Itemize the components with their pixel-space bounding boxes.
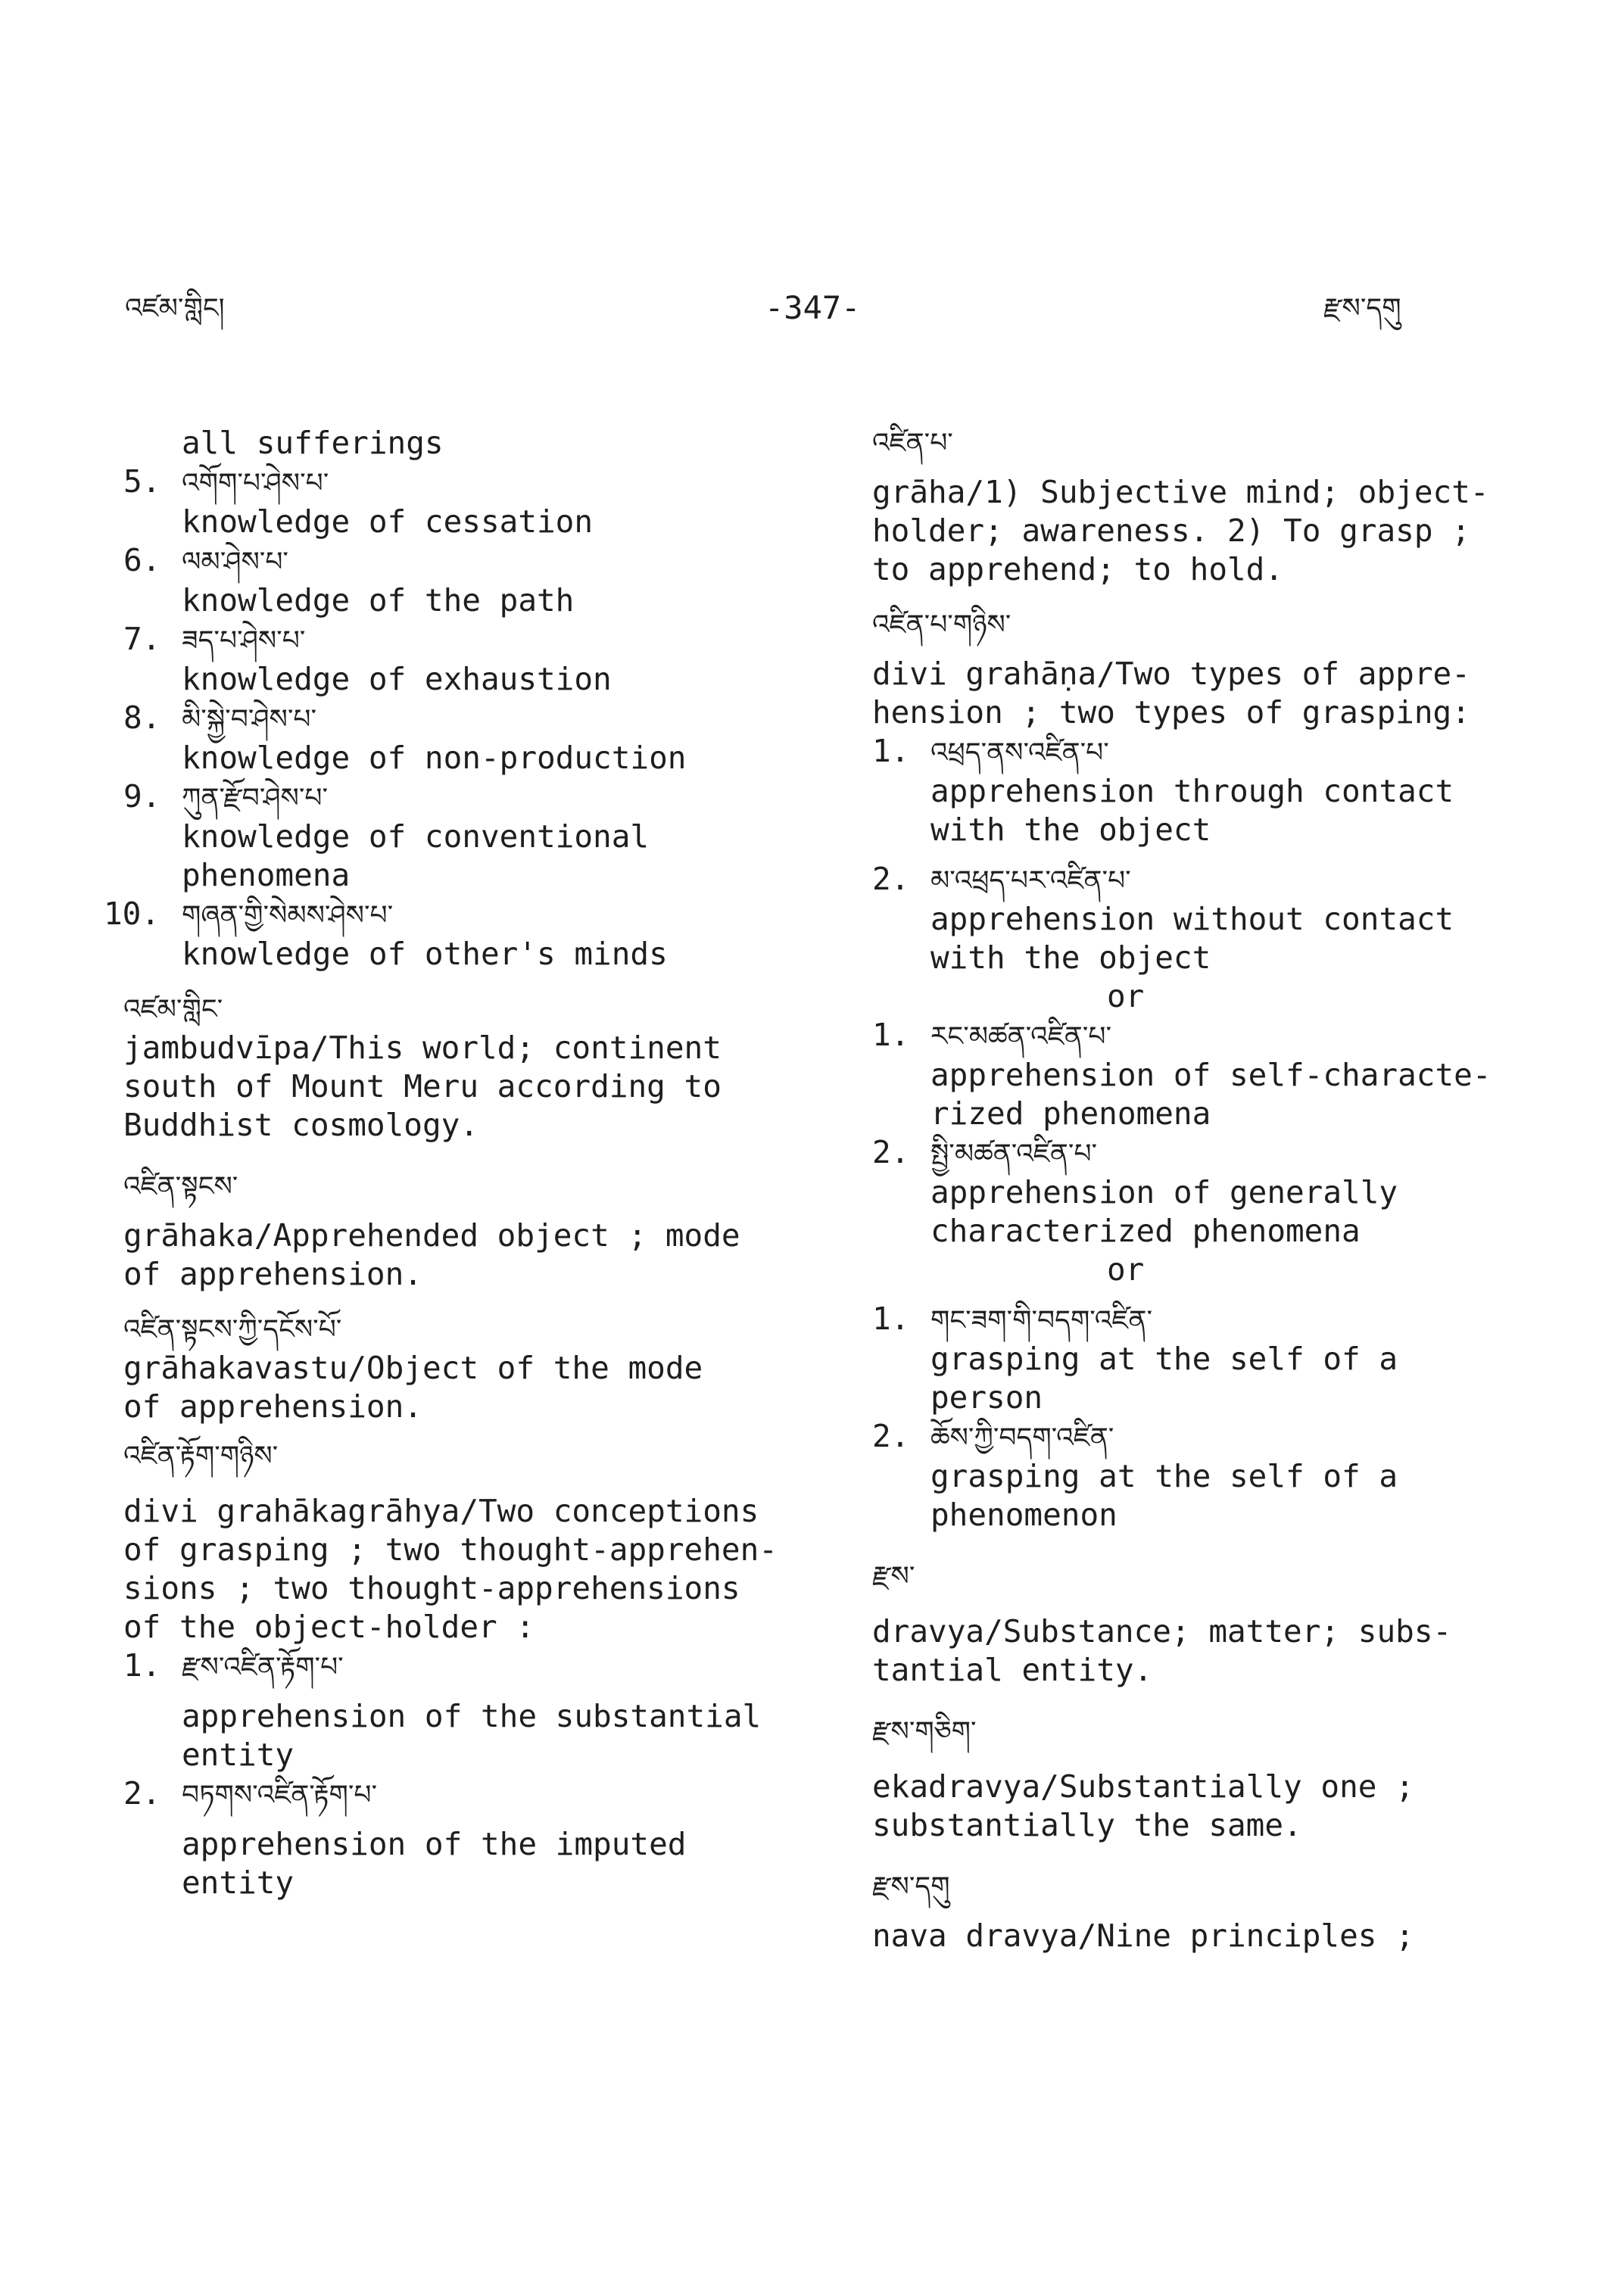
item-number: 1.	[123, 1647, 161, 1684]
tibetan-term: གང་ཟག་གི་བདག་འཛིན་	[930, 1305, 1153, 1336]
item-gloss: apprehension without contact	[930, 901, 1454, 937]
tibetan-term: མི་སྐྱེ་བ་ཤེས་པ་	[182, 704, 317, 735]
tibetan-term: འཕྲད་ནས་འཛིན་པ་	[930, 737, 1109, 768]
tibetan-term: གཞན་གྱི་སེམས་ཤེས་པ་	[182, 900, 394, 931]
continuation-line: all sufferings	[182, 425, 444, 461]
entry-headword: རྫས་གཅིག་	[872, 1716, 977, 1747]
alternative-separator: or	[1107, 978, 1145, 1014]
tibetan-term: མ་འཕྲད་པར་འཛིན་པ་	[930, 865, 1131, 896]
tibetan-term: ལམ་ཤེས་པ་	[182, 547, 288, 578]
tibetan-term: འགོག་པ་ཤེས་པ་	[182, 468, 329, 499]
entry-headword: འཛིན་སྟངས་ཀྱི་དངོས་པོ་	[123, 1314, 342, 1345]
entry-definition-line: Buddhist cosmology.	[123, 1107, 478, 1143]
entry-headword: རྫས་	[872, 1561, 915, 1592]
list-item	[872, 860, 1561, 977]
entry-definition-line: hension ; two types of grasping:	[872, 694, 1470, 731]
item-number: 1.	[872, 733, 910, 769]
tibetan-term: རང་མཚན་འཛིན་པ་	[930, 1021, 1112, 1052]
entry-headword: འཛིན་རྟོག་གཉིས་	[123, 1441, 279, 1472]
alternative-separator: or	[1107, 1251, 1145, 1288]
list-item	[872, 1016, 1561, 1133]
entry-definition-line: divi grahāṇa/Two types of appre-	[872, 656, 1470, 692]
list-item	[123, 541, 812, 620]
dictionary-entry	[872, 424, 1561, 589]
entry-definition-line: south of Mount Meru according to	[123, 1068, 722, 1104]
item-number: 8.	[123, 699, 161, 736]
item-number: 7.	[123, 621, 161, 657]
list-item	[123, 699, 812, 777]
dictionary-entry	[872, 1557, 1561, 1690]
entry-definition-line: dravya/Substance; matter; subs-	[872, 1613, 1452, 1650]
list-item	[104, 895, 812, 974]
item-gloss: phenomena	[182, 857, 351, 893]
item-gloss: person	[930, 1379, 1043, 1416]
entry-definition-line: ekadravya/Substantially one ;	[872, 1768, 1414, 1805]
entry-headword: འཛམ་གླིང་	[123, 994, 223, 1025]
entry-definition-line: grāhakavastu/Object of the mode	[123, 1350, 703, 1386]
entry-definition-line: nava dravya/Nine principles ;	[872, 1918, 1414, 1954]
entry-definition-line: divi grahākagrāhya/Two conceptions	[123, 1493, 759, 1529]
item-gloss: apprehension of self-characte-	[930, 1057, 1492, 1093]
item-gloss: grasping at the self of a	[930, 1341, 1398, 1377]
item-gloss: apprehension through contact	[930, 773, 1454, 809]
item-number: 1.	[872, 1301, 910, 1337]
running-head-right: རྫས་དགུ	[1323, 293, 1401, 324]
item-gloss: knowledge of other's minds	[182, 936, 668, 972]
entry-headword: འཛིན་པ་གཉིས་	[872, 609, 1011, 640]
item-gloss: entity	[182, 1865, 295, 1901]
item-gloss: knowledge of the path	[182, 582, 575, 618]
item-number: 9.	[123, 778, 161, 815]
item-number: 1.	[872, 1017, 910, 1053]
item-number: 2.	[872, 1134, 910, 1170]
item-gloss: apprehension of the imputed	[182, 1826, 687, 1862]
list-item	[123, 1647, 812, 1774]
entry-headword: རྫས་དགུ	[872, 1871, 950, 1902]
list-item	[872, 1417, 1561, 1534]
item-number: 6.	[123, 542, 161, 578]
item-gloss: rized phenomena	[930, 1095, 1211, 1132]
dictionary-entry	[872, 606, 1561, 1534]
tibetan-term: རྫས་འཛིན་རྟོག་པ་	[182, 1652, 344, 1683]
item-gloss: apprehension of the substantial	[182, 1698, 762, 1734]
entry-definition-line: of the object-holder :	[123, 1609, 535, 1645]
running-head-left: འཛམ་གླིང།	[125, 293, 225, 324]
item-gloss: apprehension of generally	[930, 1174, 1398, 1210]
right-column	[872, 424, 1561, 1955]
item-number: 5.	[123, 463, 161, 500]
entry-definition-line: grāhaka/Apprehended object ; mode	[123, 1217, 740, 1254]
item-gloss: knowledge of exhaustion	[182, 661, 612, 697]
dictionary-entry	[123, 990, 812, 1145]
tibetan-term: ཀུན་རྫོབ་ཤེས་པ་	[182, 783, 329, 814]
entry-definition-line: of grasping ; two thought-apprehen-	[123, 1531, 778, 1568]
entry-definition-line: holder; awareness. 2) To grasp ;	[872, 512, 1470, 549]
item-number: 2.	[123, 1775, 161, 1812]
item-gloss: characterized phenomena	[930, 1213, 1361, 1249]
dictionary-entry	[123, 1310, 812, 1426]
item-number: 2.	[872, 861, 910, 897]
list-item	[123, 1774, 812, 1902]
entry-definition-line: sions ; two thought-apprehensions	[123, 1570, 740, 1606]
list-item	[123, 620, 812, 699]
dictionary-entry	[872, 1712, 1561, 1845]
entry-definition-line: jambudvīpa/This world; continent	[123, 1030, 722, 1066]
list-item	[872, 732, 1561, 849]
item-gloss: knowledge of conventional	[182, 818, 650, 855]
tibetan-term: བཏགས་འཛིན་རྟོག་པ་	[182, 1780, 378, 1811]
dictionary-entry	[872, 1868, 1561, 1955]
entry-definition-line: grāha/1) Subjective mind; object-	[872, 474, 1489, 510]
tibetan-term: སྤྱི་མཚན་འཛིན་པ་	[930, 1139, 1098, 1170]
entry-headword: འཛིན་པ་	[872, 428, 953, 459]
list-item	[872, 1133, 1561, 1251]
item-gloss: entity	[182, 1737, 295, 1773]
item-gloss: grasping at the self of a	[930, 1458, 1398, 1494]
tibetan-term: ཆོས་ཀྱི་བདག་འཛིན་	[930, 1422, 1114, 1453]
entry-definition-line: of apprehension.	[123, 1256, 422, 1292]
item-number: 10.	[104, 896, 161, 932]
list-item	[872, 1300, 1561, 1417]
dictionary-entry	[123, 1167, 812, 1294]
tibetan-term: ཟད་པ་ཤེས་པ་	[182, 625, 306, 656]
dictionary-entry	[123, 1437, 812, 1902]
list-item	[123, 777, 812, 895]
item-gloss: knowledge of non-production	[182, 740, 687, 776]
item-gloss: with the object	[930, 812, 1211, 848]
page-number: -347-	[765, 289, 861, 326]
item-number: 2.	[872, 1418, 910, 1454]
entry-definition-line: tantial entity.	[872, 1652, 1153, 1688]
entry-definition-line: of apprehension.	[123, 1388, 422, 1425]
list-item	[123, 463, 812, 541]
item-gloss: phenomenon	[930, 1497, 1117, 1533]
entry-definition-line: to apprehend; to hold.	[872, 551, 1284, 587]
entry-definition-line: substantially the same.	[872, 1807, 1302, 1843]
item-gloss: knowledge of cessation	[182, 503, 594, 540]
entry-headword: འཛིན་སྟངས་	[123, 1171, 238, 1202]
left-column	[104, 424, 812, 1902]
item-gloss: with the object	[930, 939, 1211, 976]
